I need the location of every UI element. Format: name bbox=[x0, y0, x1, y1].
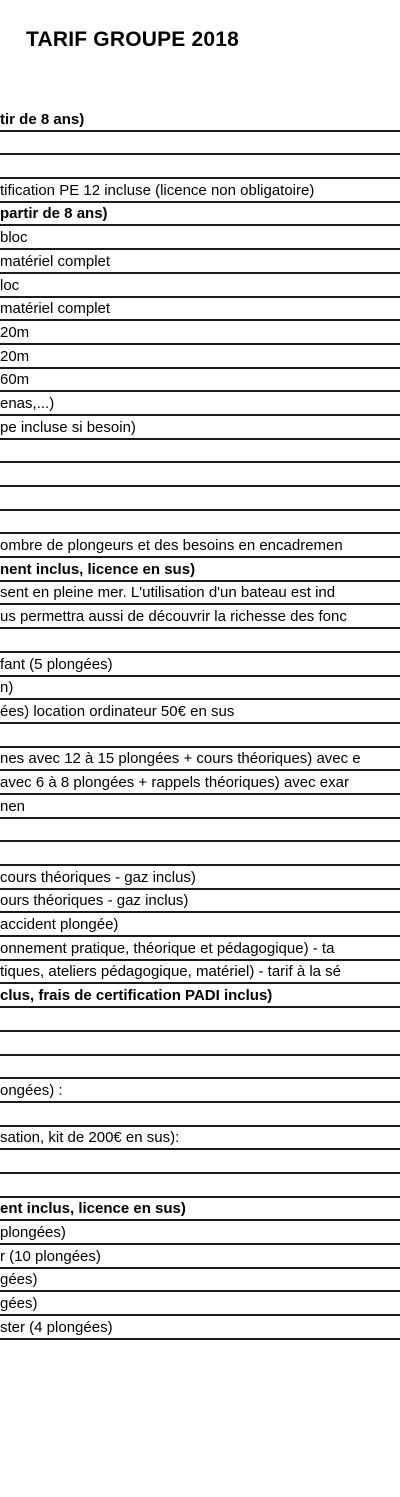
price-list-row bbox=[0, 369, 400, 393]
page-title: TARIF GROUPE 2018 bbox=[26, 28, 240, 51]
row-text: ombre de plongeurs et des besoins en encadremen bbox=[0, 537, 343, 555]
price-list-row bbox=[0, 677, 400, 701]
section-header-row bbox=[0, 203, 400, 227]
price-list-row bbox=[0, 937, 400, 961]
row-text: plongées) bbox=[0, 1224, 66, 1241]
row-text: r (10 plongées) bbox=[0, 1247, 101, 1265]
price-list-row bbox=[0, 700, 400, 724]
price-list-row bbox=[0, 155, 400, 179]
price-list-row bbox=[0, 1174, 400, 1198]
price-list-row bbox=[0, 1150, 400, 1174]
row-text: matériel complet bbox=[0, 300, 111, 318]
row-text: avec 6 à 8 plongées + rappels théoriques) avec exar bbox=[0, 773, 349, 791]
price-list-rows bbox=[0, 108, 400, 1340]
price-list-row bbox=[0, 1269, 400, 1293]
price-list-row bbox=[0, 961, 400, 985]
row-text: ours théoriques - gaz inclus) bbox=[0, 892, 189, 910]
row-text: pe incluse si besoin) bbox=[0, 418, 136, 436]
row-text: sent en pleine mer. L'utilisation d'un bateau est ind bbox=[0, 584, 336, 602]
price-list-row bbox=[0, 534, 400, 558]
price-list-row bbox=[0, 605, 400, 629]
row-text: 20m bbox=[0, 347, 30, 365]
price-list-row bbox=[0, 250, 400, 274]
price-list-row bbox=[0, 1245, 400, 1269]
row-text: cours théoriques - gaz inclus) bbox=[0, 868, 196, 886]
row-text: ées) location ordinateur 50€ en sus bbox=[0, 702, 235, 720]
price-list-row bbox=[0, 582, 400, 606]
price-list-row bbox=[0, 345, 400, 369]
section-header-text: ent inclus, licence en sus) bbox=[0, 1200, 186, 1218]
price-list-row bbox=[0, 1056, 400, 1080]
row-text: ongées) : bbox=[0, 1081, 63, 1099]
price-list-row bbox=[0, 1103, 400, 1127]
section-header-row bbox=[0, 1198, 400, 1222]
price-list-row bbox=[0, 511, 400, 535]
row-text: accident plongée) bbox=[0, 916, 119, 934]
row-text: us permettra aussi de découvrir la richesse des fonc bbox=[0, 608, 347, 626]
section-header-row bbox=[0, 984, 400, 1008]
price-list-row bbox=[0, 392, 400, 416]
row-text: sation, kit de 200€ en sus): bbox=[0, 1129, 180, 1147]
row-text: nen bbox=[0, 797, 26, 815]
price-list-row bbox=[0, 913, 400, 937]
row-text: bloc bbox=[0, 229, 28, 247]
row-text: loc bbox=[0, 276, 20, 294]
section-header-row bbox=[0, 108, 400, 132]
price-list-row bbox=[0, 463, 400, 487]
price-list-row bbox=[0, 724, 400, 748]
section-header-row bbox=[0, 558, 400, 582]
price-list-row bbox=[0, 1292, 400, 1316]
price-list-row bbox=[0, 748, 400, 772]
row-text: 60m bbox=[0, 371, 30, 389]
row-text: ster (4 plongées) bbox=[0, 1318, 113, 1336]
price-list-row bbox=[0, 298, 400, 322]
row-text: tification PE 12 incluse (licence non obligatoire) bbox=[0, 181, 315, 199]
price-list-row bbox=[0, 226, 400, 250]
price-list-row bbox=[0, 416, 400, 440]
price-list-row bbox=[0, 321, 400, 345]
section-header-text: partir de 8 ans) bbox=[0, 205, 108, 223]
row-text: matériel complet bbox=[0, 252, 111, 270]
section-header-text: nent inclus, licence en sus) bbox=[0, 560, 196, 578]
section-header-text: tir de 8 ans) bbox=[0, 110, 85, 128]
row-text: 20m bbox=[0, 323, 30, 341]
price-list-row bbox=[0, 629, 400, 653]
price-list-row bbox=[0, 653, 400, 677]
row-text: tiques, ateliers pédagogique, matériel) - tarif à la sé bbox=[0, 963, 342, 981]
price-list-row bbox=[0, 842, 400, 866]
price-list-row bbox=[0, 487, 400, 511]
price-list-row bbox=[0, 771, 400, 795]
section-header-text: clus, frais de certification PADI inclus) bbox=[0, 987, 273, 1005]
price-list-row bbox=[0, 1127, 400, 1151]
price-list-row bbox=[0, 795, 400, 819]
row-text: fant (5 plongées) bbox=[0, 655, 113, 673]
price-list-row bbox=[0, 274, 400, 298]
row-text: n) bbox=[0, 679, 14, 697]
row-text: nes avec 12 à 15 plongées + cours théoriques) avec e bbox=[0, 750, 361, 768]
price-list-row bbox=[0, 819, 400, 843]
price-list-row bbox=[0, 179, 400, 203]
price-list-row bbox=[0, 440, 400, 464]
row-text: gées) bbox=[0, 1271, 38, 1289]
row-text: gées) bbox=[0, 1295, 38, 1313]
price-list-row bbox=[0, 132, 400, 156]
row-text: onnement pratique, théorique et pédagogique) - ta bbox=[0, 939, 335, 957]
row-text: enas,...) bbox=[0, 394, 55, 412]
price-list-row bbox=[0, 890, 400, 914]
price-list-row bbox=[0, 866, 400, 890]
price-list-row bbox=[0, 1032, 400, 1056]
price-list-row bbox=[0, 1008, 400, 1032]
price-list-row bbox=[0, 1079, 400, 1103]
price-list-row bbox=[0, 1221, 400, 1245]
price-list-row bbox=[0, 1316, 400, 1340]
